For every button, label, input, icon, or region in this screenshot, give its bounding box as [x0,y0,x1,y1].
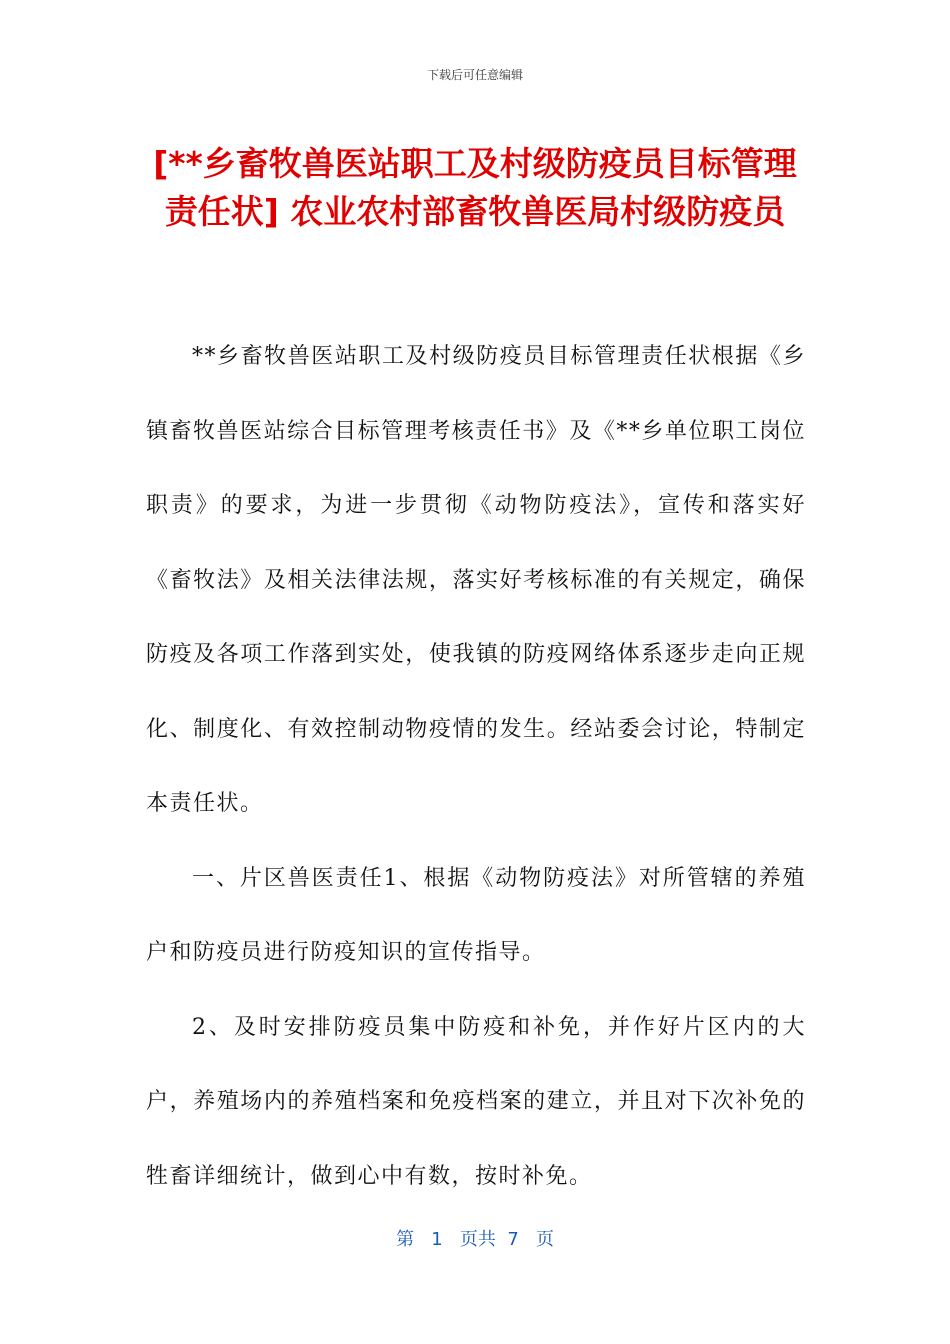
total-pages: 7 [507,1229,519,1250]
paragraph: **乡畜牧兽医站职工及村级防疫员目标管理责任状根据《乡镇畜牧兽医站综合目标管理考核责任书》及《**乡单位职工岗位职责》的要求，为进一步贯彻《动物防疫法》，宣传和落实好《畜牧法》及相关法律法规，落实好考核标准的有关规定，确保防疫及各项工作落到实处，使我镇的防疫网络体系逐步走向正规化、制度化、有效控制动物疫情的发生。经站委会讨论，特制定本责任状。 [146,344,806,816]
current-page: 1 [431,1229,443,1250]
page-label-middle: 页共 [459,1229,496,1250]
page-label-prefix: 第 [396,1229,415,1250]
header-note: 下载后可任意编辑 [426,68,523,82]
paragraph: 一、片区兽医责任1、根据《动物防疫法》对所管辖的养殖户和防疫员进行防疫知识的宣传指导。 [146,865,806,965]
document-title: [**乡畜牧兽医站职工及村级防疫员目标管理责任状] 农业农村部畜牧兽医局村级防疫员 [153,144,797,231]
page-label-suffix: 页 [535,1229,554,1250]
page-footer [0,1225,950,1251]
document-body [146,320,806,1214]
paragraph: 2、及时安排防疫员集中防疫和补免，并作好片区内的大户，养殖场内的养殖档案和免疫档案的建立，并且对下次补免的牲畜详细统计，做到心中有数，按时补免。 [146,1014,806,1189]
